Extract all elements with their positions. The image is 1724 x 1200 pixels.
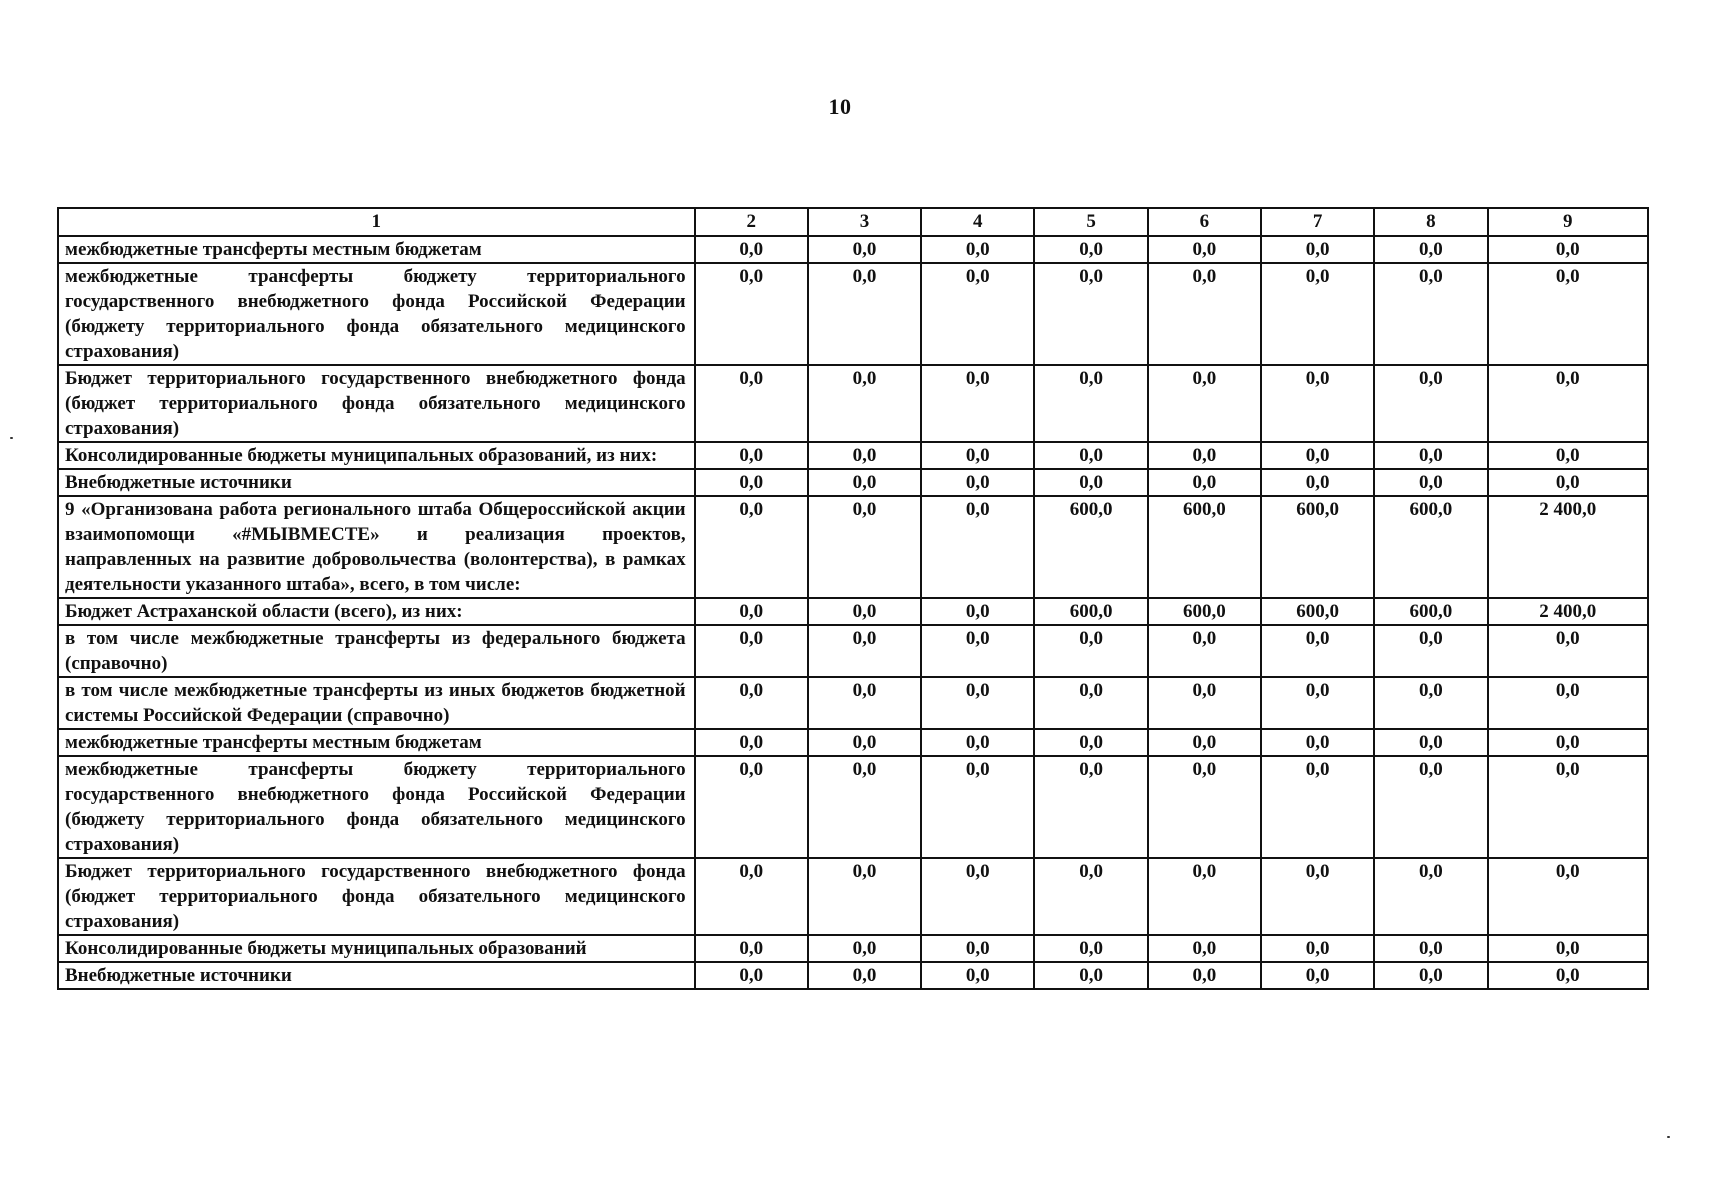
value-cell: 0,0 (1374, 677, 1487, 729)
table-row (58, 625, 1648, 677)
value-cell: 0,0 (1148, 962, 1261, 989)
value-cell: 0,0 (1034, 858, 1147, 935)
value-cell: 0,0 (1148, 625, 1261, 677)
value-cell: 0,0 (695, 677, 808, 729)
value-cell: 0,0 (1261, 263, 1374, 365)
value-cell: 0,0 (1488, 756, 1648, 858)
value-cell: 0,0 (1148, 442, 1261, 469)
value-cell: 0,0 (921, 858, 1034, 935)
value-cell: 0,0 (1261, 677, 1374, 729)
value-cell: 0,0 (808, 236, 921, 263)
value-cell: 0,0 (1374, 756, 1487, 858)
table-row (58, 935, 1648, 962)
value-cell: 0,0 (1488, 858, 1648, 935)
column-header: 5 (1034, 208, 1147, 236)
value-cell: 0,0 (695, 469, 808, 496)
value-cell: 0,0 (1374, 365, 1487, 442)
value-cell: 0,0 (1261, 236, 1374, 263)
table-row (58, 365, 1648, 442)
value-cell: 0,0 (1148, 469, 1261, 496)
row-label: Консолидированные бюджеты муниципальных образований (58, 935, 695, 962)
value-cell: 600,0 (1034, 496, 1147, 598)
scan-speck (1667, 1136, 1670, 1138)
value-cell: 0,0 (808, 496, 921, 598)
value-cell: 0,0 (808, 935, 921, 962)
value-cell: 0,0 (1374, 962, 1487, 989)
value-cell: 0,0 (695, 263, 808, 365)
value-cell: 0,0 (921, 962, 1034, 989)
value-cell: 0,0 (808, 365, 921, 442)
row-label: Бюджет Астраханской области (всего), из них: (58, 598, 695, 625)
value-cell: 600,0 (1148, 598, 1261, 625)
value-cell: 0,0 (1148, 935, 1261, 962)
budget-table (57, 207, 1649, 990)
value-cell: 0,0 (1034, 756, 1147, 858)
value-cell: 2 400,0 (1488, 598, 1648, 625)
value-cell: 0,0 (921, 496, 1034, 598)
value-cell: 0,0 (921, 365, 1034, 442)
table-row (58, 677, 1648, 729)
value-cell: 0,0 (695, 236, 808, 263)
value-cell: 0,0 (808, 263, 921, 365)
column-header: 8 (1374, 208, 1487, 236)
value-cell: 0,0 (921, 263, 1034, 365)
value-cell: 0,0 (1261, 365, 1374, 442)
value-cell: 0,0 (695, 598, 808, 625)
value-cell: 0,0 (1148, 677, 1261, 729)
page-number: 10 (828, 94, 852, 119)
value-cell: 0,0 (1148, 756, 1261, 858)
row-label: межбюджетные трансферты местным бюджетам (58, 729, 695, 756)
table-body (58, 236, 1648, 989)
value-cell: 0,0 (1374, 263, 1487, 365)
value-cell: 0,0 (921, 469, 1034, 496)
value-cell: 0,0 (1261, 858, 1374, 935)
value-cell: 0,0 (921, 598, 1034, 625)
value-cell: 0,0 (1034, 442, 1147, 469)
row-label: 9 «Организована работа регионального штаба Общероссийской акции взаимопомощи «#МЫВМЕСТЕ» и реализация проектов, направленных на развитие добровольчества (волонтерства), в рамках деятельности указанного штаба», всего, в том числе: (58, 496, 695, 598)
column-header: 3 (808, 208, 921, 236)
value-cell: 600,0 (1374, 598, 1487, 625)
value-cell: 0,0 (1374, 625, 1487, 677)
row-label: в том числе межбюджетные трансферты из федерального бюджета (справочно) (58, 625, 695, 677)
row-label: межбюджетные трансферты местным бюджетам (58, 236, 695, 263)
table-row (58, 962, 1648, 989)
table-row (58, 236, 1648, 263)
value-cell: 0,0 (1148, 263, 1261, 365)
row-label: в том числе межбюджетные трансферты из иных бюджетов бюджетной системы Российской Федерации (справочно) (58, 677, 695, 729)
value-cell: 0,0 (1261, 756, 1374, 858)
value-cell: 0,0 (1374, 442, 1487, 469)
column-header: 7 (1261, 208, 1374, 236)
value-cell: 0,0 (808, 598, 921, 625)
table-row (58, 598, 1648, 625)
value-cell: 2 400,0 (1488, 496, 1648, 598)
value-cell: 600,0 (1148, 496, 1261, 598)
scan-speck (10, 437, 13, 439)
header-row (58, 208, 1648, 236)
table-row (58, 729, 1648, 756)
value-cell: 0,0 (695, 729, 808, 756)
value-cell: 0,0 (1034, 236, 1147, 263)
column-header: 4 (921, 208, 1034, 236)
table-row (58, 858, 1648, 935)
value-cell: 0,0 (1488, 442, 1648, 469)
value-cell: 0,0 (808, 625, 921, 677)
value-cell: 0,0 (1034, 677, 1147, 729)
row-label: межбюджетные трансферты бюджету территориального государственного внебюджетного фонда Российской Федерации (бюджету территориального фонда обязательного медицинского страхования) (58, 263, 695, 365)
value-cell: 0,0 (921, 677, 1034, 729)
value-cell: 0,0 (808, 962, 921, 989)
row-label: Внебюджетные источники (58, 469, 695, 496)
value-cell: 0,0 (1488, 625, 1648, 677)
value-cell: 0,0 (695, 442, 808, 469)
value-cell: 0,0 (921, 442, 1034, 469)
value-cell: 0,0 (921, 935, 1034, 962)
value-cell: 0,0 (1374, 858, 1487, 935)
table-row (58, 263, 1648, 365)
value-cell: 0,0 (1488, 469, 1648, 496)
value-cell: 0,0 (1488, 935, 1648, 962)
value-cell: 600,0 (1374, 496, 1487, 598)
table-row (58, 442, 1648, 469)
value-cell: 0,0 (921, 729, 1034, 756)
value-cell: 0,0 (1261, 962, 1374, 989)
value-cell: 0,0 (695, 962, 808, 989)
value-cell: 0,0 (1034, 469, 1147, 496)
row-label: Внебюджетные источники (58, 962, 695, 989)
value-cell: 0,0 (695, 756, 808, 858)
value-cell: 0,0 (1488, 729, 1648, 756)
value-cell: 0,0 (1488, 962, 1648, 989)
table-header (58, 208, 1648, 236)
value-cell: 0,0 (1261, 442, 1374, 469)
value-cell: 0,0 (1374, 935, 1487, 962)
value-cell: 0,0 (1034, 625, 1147, 677)
value-cell: 0,0 (808, 469, 921, 496)
value-cell: 0,0 (1374, 469, 1487, 496)
value-cell: 0,0 (1261, 469, 1374, 496)
value-cell: 0,0 (921, 756, 1034, 858)
row-label: Бюджет территориального государственного внебюджетного фонда (бюджет территориального фонда обязательного медицинского страхования) (58, 858, 695, 935)
value-cell: 0,0 (808, 677, 921, 729)
row-label: Бюджет территориального государственного внебюджетного фонда (бюджет территориального фонда обязательного медицинского страхования) (58, 365, 695, 442)
value-cell: 0,0 (1034, 935, 1147, 962)
value-cell: 0,0 (1148, 729, 1261, 756)
table-row (58, 469, 1648, 496)
value-cell: 0,0 (1148, 236, 1261, 263)
value-cell: 0,0 (808, 729, 921, 756)
value-cell: 0,0 (695, 496, 808, 598)
value-cell: 0,0 (695, 858, 808, 935)
table-row (58, 756, 1648, 858)
value-cell: 0,0 (1148, 365, 1261, 442)
value-cell: 0,0 (808, 756, 921, 858)
value-cell: 0,0 (1148, 858, 1261, 935)
value-cell: 0,0 (921, 625, 1034, 677)
value-cell: 0,0 (1488, 677, 1648, 729)
value-cell: 0,0 (808, 858, 921, 935)
value-cell: 0,0 (1488, 236, 1648, 263)
column-header: 2 (695, 208, 808, 236)
value-cell: 0,0 (1488, 263, 1648, 365)
row-label: межбюджетные трансферты бюджету территориального государственного внебюджетного фонда Российской Федерации (бюджету территориального фонда обязательного медицинского страхования) (58, 756, 695, 858)
value-cell: 0,0 (921, 236, 1034, 263)
value-cell: 0,0 (1034, 962, 1147, 989)
value-cell: 0,0 (695, 935, 808, 962)
value-cell: 0,0 (1261, 935, 1374, 962)
value-cell: 0,0 (1034, 365, 1147, 442)
row-label: Консолидированные бюджеты муниципальных образований, из них: (58, 442, 695, 469)
value-cell: 600,0 (1261, 598, 1374, 625)
value-cell: 0,0 (1261, 625, 1374, 677)
column-header: 1 (58, 208, 695, 236)
column-header: 6 (1148, 208, 1261, 236)
value-cell: 0,0 (1034, 263, 1147, 365)
value-cell: 0,0 (808, 442, 921, 469)
value-cell: 0,0 (1034, 729, 1147, 756)
value-cell: 0,0 (695, 365, 808, 442)
value-cell: 0,0 (1261, 729, 1374, 756)
value-cell: 0,0 (695, 625, 808, 677)
value-cell: 600,0 (1034, 598, 1147, 625)
value-cell: 0,0 (1374, 236, 1487, 263)
column-header: 9 (1488, 208, 1648, 236)
value-cell: 0,0 (1374, 729, 1487, 756)
table-row (58, 496, 1648, 598)
value-cell: 600,0 (1261, 496, 1374, 598)
value-cell: 0,0 (1488, 365, 1648, 442)
